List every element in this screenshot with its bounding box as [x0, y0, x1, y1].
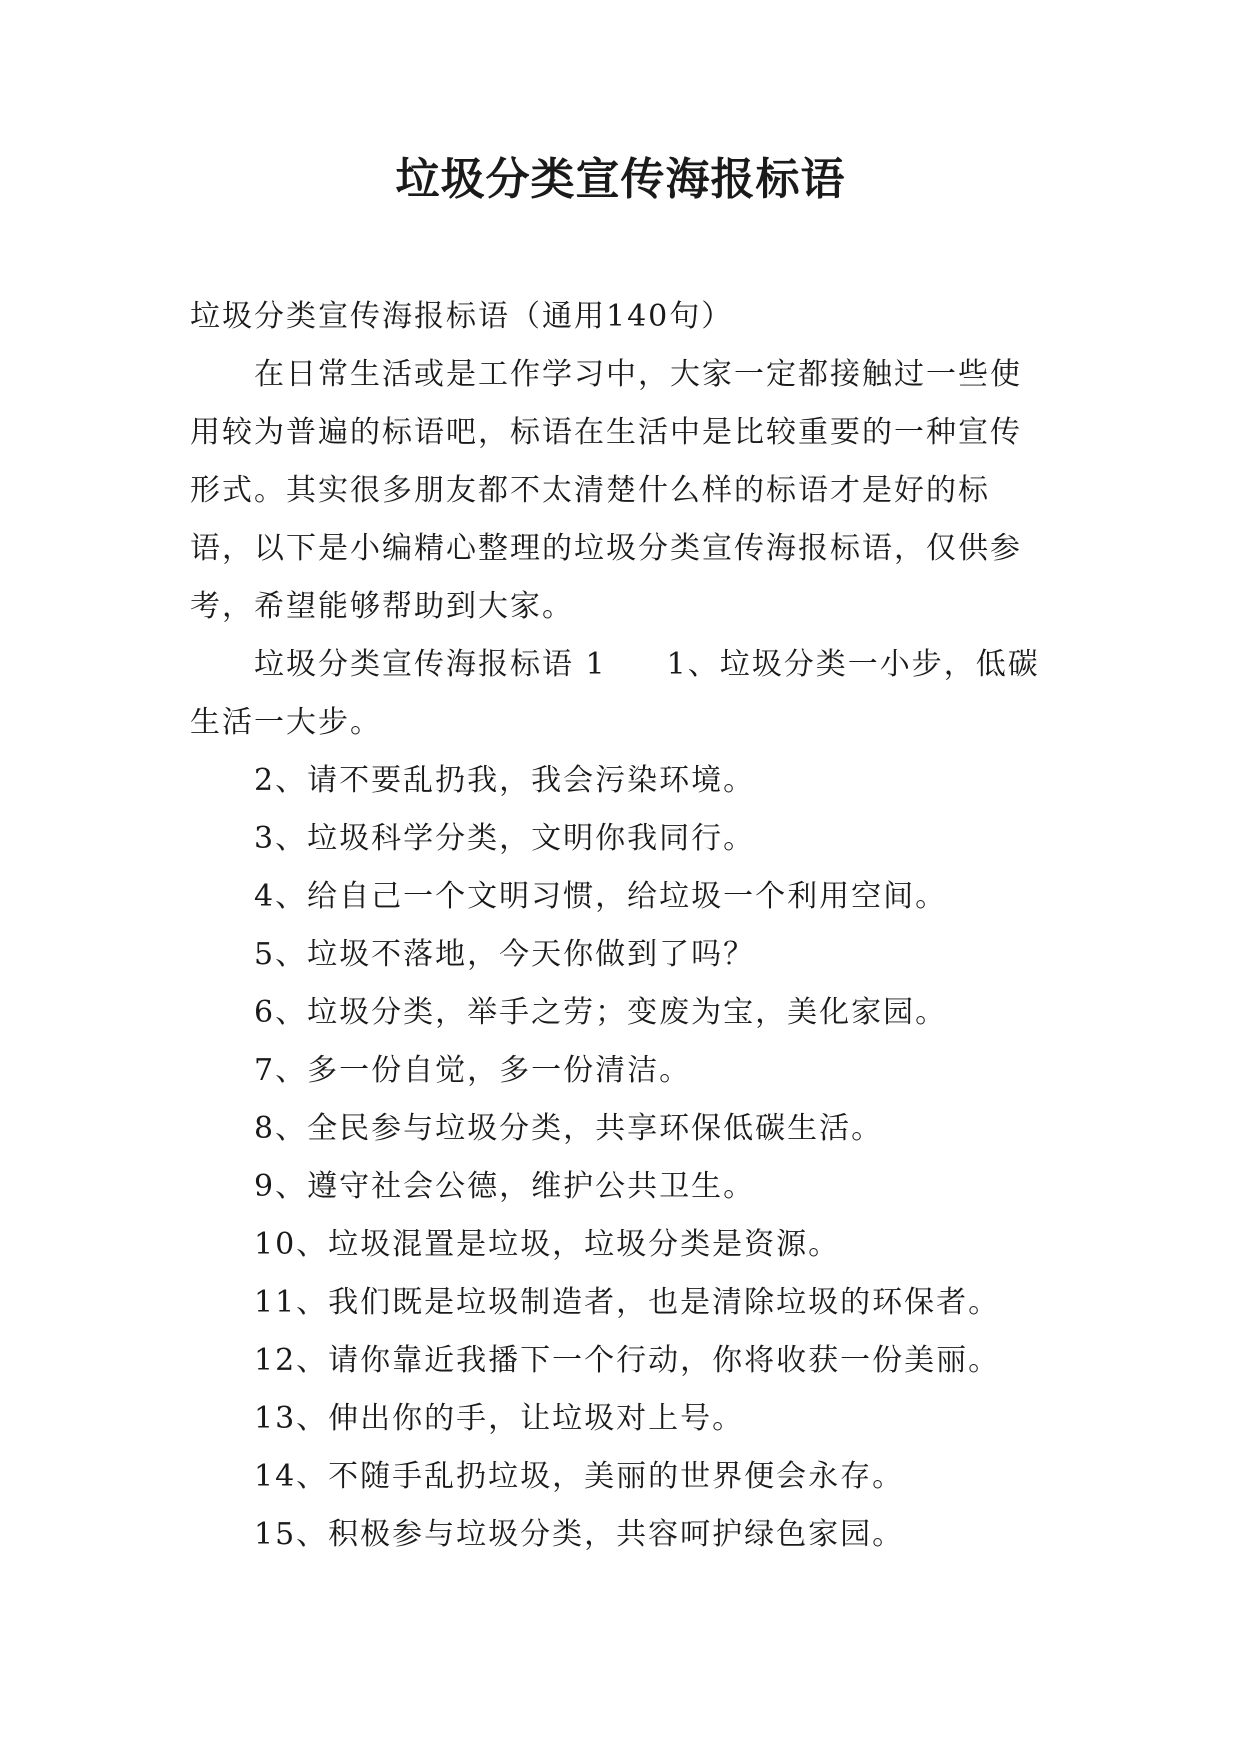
document-subtitle: 垃圾分类宣传海报标语（通用140句） [190, 299, 734, 334]
list-item: 12、请你靠近我播下一个行动，你将收获一份美丽。 [254, 1343, 1001, 1378]
list-item: 5、垃圾不落地，今天你做到了吗？ [254, 937, 756, 972]
list-item: 13、伸出你的手，让垃圾对上号。 [254, 1401, 745, 1436]
list-item: 1、垃圾分类一小步，低碳生活一大步。 [190, 647, 1040, 740]
list-item: 14、不随手乱扔垃圾，美丽的世界便会永存。 [254, 1459, 905, 1494]
list-item: 9、遵守社会公德，维护公共卫生。 [254, 1169, 756, 1204]
page-title: 垃圾分类宣传海报标语 [395, 154, 846, 205]
intro-paragraph: 在日常生活或是工作学习中，大家一定都接触过一些使用较为普遍的标语吧，标语在生活中是比较重要的一种宣传形式。其实很多朋友都不太清楚什么样的标语才是好的标语，以下是小编精心整理的垃圾分类宣传海报标语，仅供参考，希望能够帮助到大家。 [190, 357, 1022, 624]
list-item: 4、给自己一个文明习惯，给垃圾一个利用空间。 [254, 879, 948, 914]
list-item: 11、我们既是垃圾制造者，也是清除垃圾的环保者。 [254, 1285, 1001, 1320]
list-item: 10、垃圾混置是垃圾，垃圾分类是资源。 [254, 1227, 841, 1262]
list-item: 3、垃圾科学分类，文明你我同行。 [254, 821, 756, 856]
section-heading: 垃圾分类宣传海报标语 1 [254, 647, 607, 682]
list-item: 6、垃圾分类，举手之劳；变废为宝，美化家园。 [254, 995, 948, 1030]
list-item: 2、请不要乱扔我，我会污染环境。 [254, 763, 756, 798]
section-first-paragraph [190, 636, 1050, 752]
document-body [190, 288, 1050, 1564]
list-item: 7、多一份自觉，多一份清洁。 [254, 1053, 692, 1088]
list-item: 15、积极参与垃圾分类，共容呵护绿色家园。 [254, 1517, 905, 1552]
list-item: 8、全民参与垃圾分类，共享环保低碳生活。 [254, 1111, 884, 1146]
